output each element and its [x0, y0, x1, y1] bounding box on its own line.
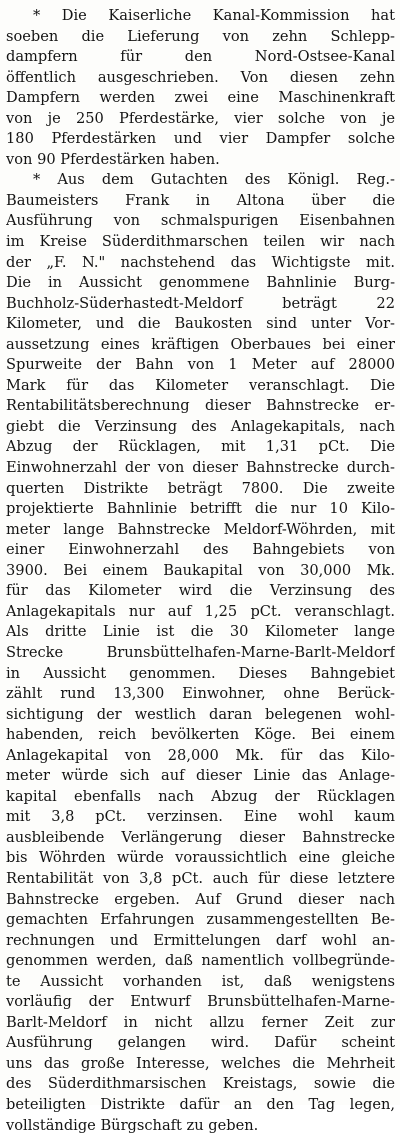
text-line: einer Einwohnerzahl des Bahngebiets von	[6, 541, 395, 559]
text-line: Anlagekapital von 28,000 Mk. für das Kilo-	[6, 746, 395, 764]
text-line: vorläufig der Entwurf Brunsbüttelhafen-Marne-	[6, 993, 395, 1011]
text-line: öffentlich ausgeschrieben. Von diesen zehn	[6, 68, 395, 86]
text-line: sichtigung der westlich daran belegenen wohl-	[6, 705, 395, 723]
text-line: dampfern für den Nord-Ostsee-Kanal	[6, 48, 395, 66]
article-bahnen-gutachten	[6, 170, 395, 1136]
text-line: Mark für das Kilometer veranschlagt. Die	[6, 376, 395, 394]
text-line: Dampfern werden zwei eine Maschinenkraft	[6, 89, 395, 107]
text-line: Ausführung gelangen wird. Dafür scheint	[6, 1034, 395, 1052]
text-line: Strecke Brunsbüttelhafen-Marne-Barlt-Meldorf	[6, 643, 395, 661]
text-line: aussetzung eines kräftigen Oberbaues bei einer	[6, 335, 395, 353]
text-line: gemachten Erfahrungen zusammengestellten Be-	[6, 911, 395, 929]
text-line: Baumeisters Frank in Altona über die	[6, 191, 395, 209]
text-line: meter würde sich auf dieser Linie das Anlage-	[6, 767, 395, 785]
text-line: Rentabilität von 3,8 pCt. auch für diese letztere	[6, 869, 395, 887]
text-line: giebt die Verzinsung des Anlagekapitals, nach	[6, 417, 395, 435]
text-line: Bahnstrecke ergeben. Auf Grund dieser nach	[6, 890, 395, 908]
text-line: ausbleibende Verlängerung dieser Bahnstrecke	[6, 828, 395, 846]
text-line: Spurweite der Bahn von 1 Meter auf 28000	[6, 356, 395, 374]
text-line: * Aus dem Gutachten des Königl. Reg.-	[33, 171, 395, 189]
text-line: beteiligten Distrikte dafür an den Tag legen,	[6, 1095, 395, 1113]
text-line: querten Distrikte beträgt 7800. Die zweite	[6, 479, 395, 497]
text-line: von je 250 Pferdestärke, vier solche von je	[6, 109, 395, 127]
text-line: zählt rund 13,300 Einwohner, ohne Berück-	[6, 685, 395, 703]
text-line: von 90 Pferdestärken haben.	[6, 150, 220, 168]
text-line: Barlt-Meldorf in nicht allzu ferner Zeit zur	[6, 1013, 395, 1031]
text-line: Rentabilitätsberechnung dieser Bahnstrecke er-	[6, 397, 395, 415]
text-line: uns das große Interesse, welches die Mehrheit	[6, 1054, 395, 1072]
text-line: 180 Pferdestärken und vier Dampfer solche	[6, 130, 395, 148]
text-line: soeben die Lieferung von zehn Schlepp-	[6, 27, 395, 45]
text-line: projektierte Bahnlinie betrifft die nur 10 Kilo-	[6, 500, 395, 518]
text-line: Einwohnerzahl der von dieser Bahnstrecke durch-	[6, 459, 395, 477]
text-line: habenden, reich bevölkerten Köge. Bei einem	[6, 726, 395, 744]
text-line: Abzug der Rücklagen, mit 1,31 pCt. Die	[6, 438, 395, 456]
text-line: vollständige Bürgschaft zu geben.	[6, 1116, 259, 1134]
text-line: in Aussicht genommen. Dieses Bahngebiet	[6, 664, 395, 682]
text-line: für das Kilometer wird die Verzinsung des	[6, 582, 395, 600]
text-line: des Süderdithmarsischen Kreistags, sowie die	[6, 1075, 395, 1093]
text-line: mit 3,8 pCt. verzinsen. Eine wohl kaum	[6, 808, 395, 826]
text-line: kapital ebenfalls nach Abzug der Rücklagen	[6, 787, 395, 805]
text-line: Buchholz-Süderhastedt-Meldorf beträgt 22	[6, 294, 395, 312]
text-line: rechnungen und Ermittelungen darf wohl an-	[6, 931, 395, 949]
text-line: Die in Aussicht genommene Bahnlinie Burg-	[6, 274, 395, 292]
text-line: Als dritte Linie ist die 30 Kilometer lange	[6, 623, 395, 641]
text-line: im Kreise Süderdithmarschen teilen wir nach	[6, 233, 395, 251]
text-line: der „F. N." nachstehend das Wichtigste mit.	[6, 253, 395, 271]
text-line: meter lange Bahnstrecke Meldorf-Wöhrden, mit	[6, 520, 395, 538]
text-line: Anlagekapitals nur auf 1,25 pCt. veranschlagt.	[6, 602, 395, 620]
text-line: Ausführung von schmalspurigen Eisenbahnen	[6, 212, 395, 230]
text-line: bis Wöhrden würde voraussichtlich eine gleiche	[6, 849, 395, 867]
text-line: genommen werden, daß namentlich vollbegründe-	[6, 952, 395, 970]
text-line: * Die Kaiserliche Kanal-Kommission hat	[33, 7, 395, 24]
text-line: Kilometer, und die Baukosten sind unter Vor-	[6, 315, 395, 333]
article-kanal-kommission	[6, 6, 395, 170]
text-line: 3900. Bei einem Baukapital von 30,000 Mk.	[6, 561, 395, 579]
text-line: te Aussicht vorhanden ist, daß wenigstens	[6, 972, 395, 990]
